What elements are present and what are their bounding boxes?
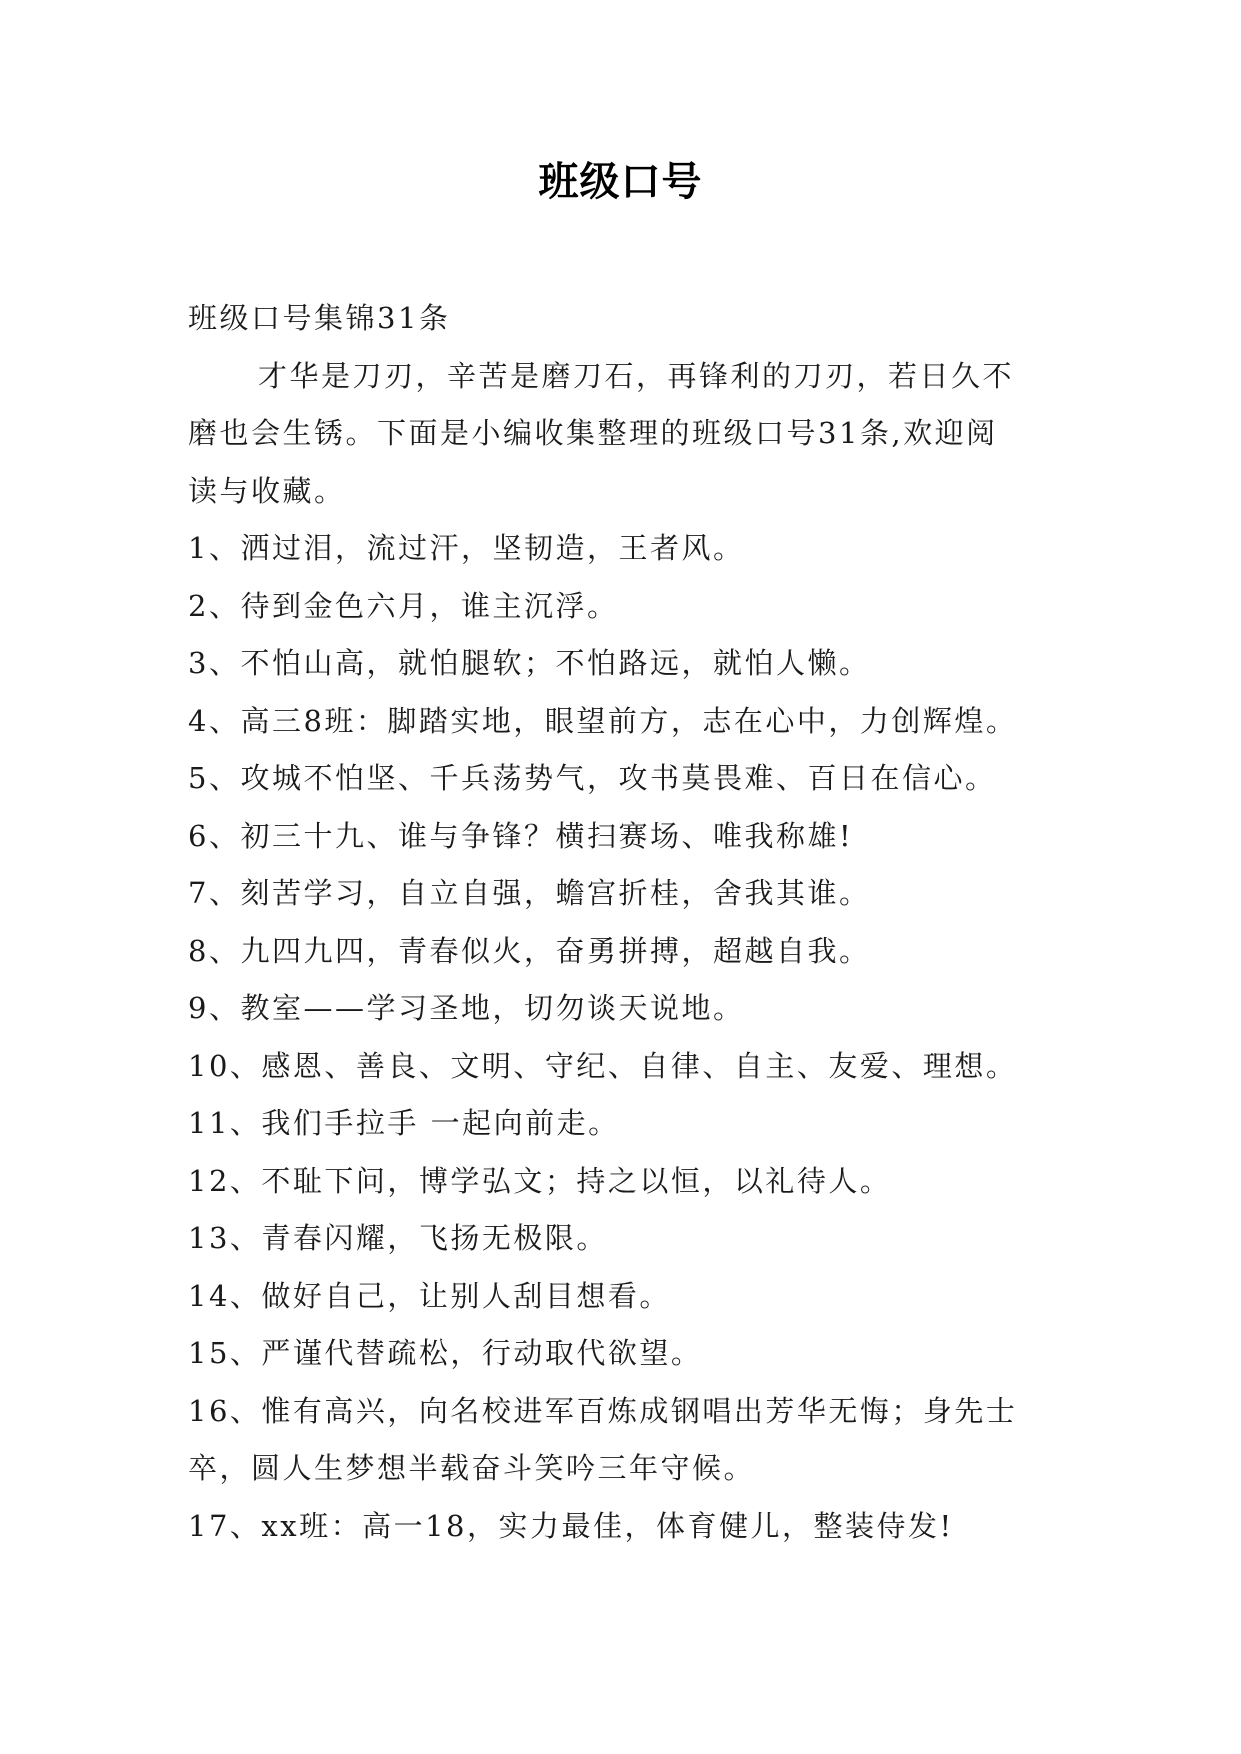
document-subtitle: 班级口号集锦31条 xyxy=(188,301,451,335)
slogan-item: 12、不耻下问，博学弘文；持之以恒，以礼待人。 xyxy=(188,1163,892,1198)
slogan-item: 10、感恩、善良、文明、守纪、自律、自主、友爱、理想。 xyxy=(188,1048,1018,1083)
slogan-item: 6、初三十九、谁与争锋？横扫赛场、唯我称雄! xyxy=(188,818,854,853)
intro-line: 读与收藏。 xyxy=(188,473,346,508)
slogan-item: 4、高三8班：脚踏实地，眼望前方，志在心中，力创辉煌。 xyxy=(188,703,1018,738)
slogan-item: 15、严谨代替疏松，行动取代欲望。 xyxy=(188,1336,703,1370)
slogan-item: 1、洒过泪，流过汗，坚韧造，王者风。 xyxy=(188,531,745,565)
slogan-item: 11、我们手拉手 一起向前走。 xyxy=(188,1106,620,1140)
slogan-item: 14、做好自己，让别人刮目想看。 xyxy=(188,1278,671,1313)
slogan-item: 17、xx班：高一18，实力最佳，体育健儿，整装侍发! xyxy=(188,1508,954,1543)
document-title: 班级口号 xyxy=(538,158,703,205)
slogan-item: 7、刻苦学习，自立自强，蟾宫折桂，舍我其谁。 xyxy=(188,876,871,910)
document-body xyxy=(188,290,1068,1555)
slogan-item: 3、不怕山高，就怕腿软；不怕路远，就怕人懒。 xyxy=(188,646,871,680)
slogan-item: 2、待到金色六月，谁主沉浮。 xyxy=(188,588,619,623)
slogan-item: 13、青春闪耀，飞扬无极限。 xyxy=(188,1221,608,1255)
slogan-item: 5、攻城不怕坚、千兵荡势气，攻书莫畏难、百日在信心。 xyxy=(188,761,997,795)
intro-line: 才华是刀刃，辛苦是磨刀石，再锋利的刀刃，若日久不 xyxy=(258,358,1015,393)
slogan-item: 9、教室——学习圣地，切勿谈天说地。 xyxy=(188,991,745,1025)
slogan-item: 卒，圆人生梦想半载奋斗笑吟三年守候。 xyxy=(188,1451,756,1485)
slogan-item: 16、惟有高兴，向名校进军百炼成钢唱出芳华无悔；身先士 xyxy=(188,1393,1018,1428)
slogan-item: 8、九四九四，青春似火，奋勇拼搏，超越自我。 xyxy=(188,933,871,968)
intro-line: 磨也会生锈。下面是小编收集整理的班级口号31条,欢迎阅 xyxy=(188,416,998,450)
